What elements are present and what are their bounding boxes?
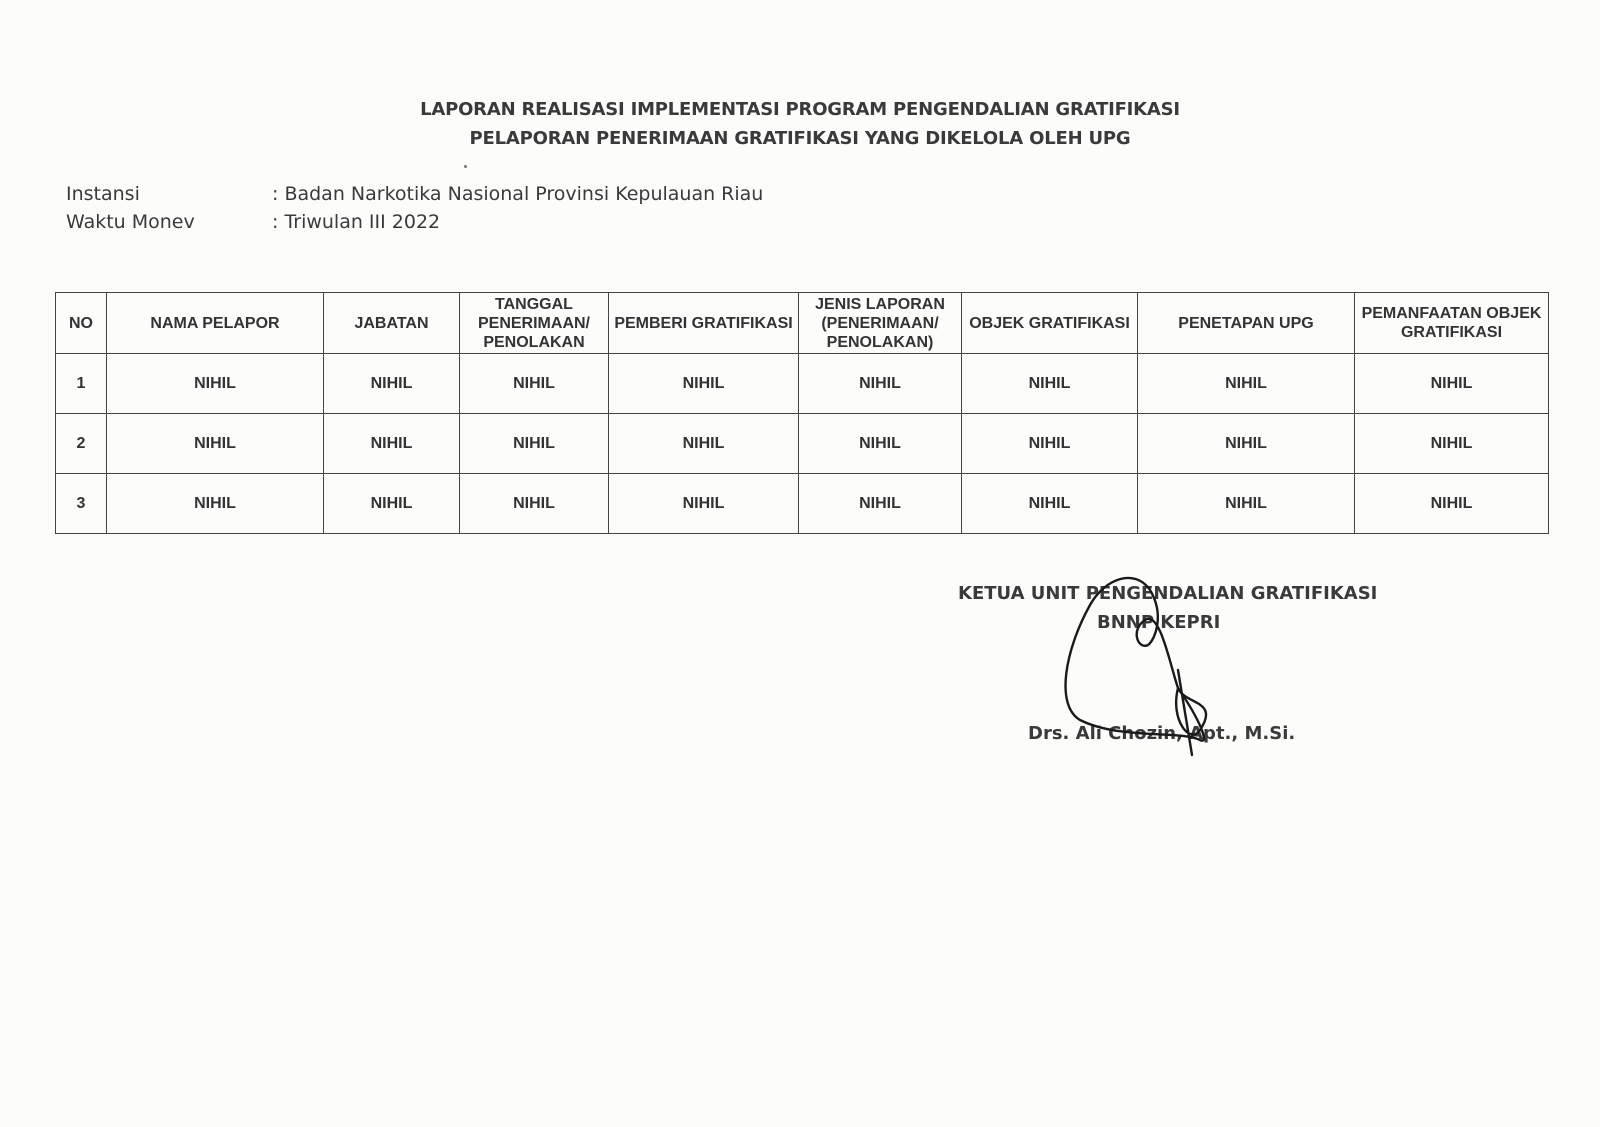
cell-tanggal: NIHIL	[460, 474, 609, 534]
waktu-label: Waktu Monev	[66, 211, 195, 233]
cell-objek: NIHIL	[962, 474, 1138, 534]
header-no: NO	[56, 293, 107, 354]
cell-tanggal: NIHIL	[460, 414, 609, 474]
signatory-org: BNNP KEPRI	[1097, 612, 1221, 633]
instansi-label: Instansi	[66, 183, 140, 205]
cell-penetapan: NIHIL	[1138, 414, 1355, 474]
cell-no: 1	[56, 354, 107, 414]
header-penetapan: PENETAPAN UPG	[1138, 293, 1355, 354]
handwritten-signature	[1060, 570, 1240, 760]
cell-objek: NIHIL	[962, 414, 1138, 474]
report-table	[55, 292, 1549, 534]
header-tanggal: TANGGAL PENERIMAAN/ PENOLAKAN	[460, 293, 609, 354]
header-jenis-laporan: JENIS LAPORAN (PENERIMAAN/ PENOLAKAN)	[799, 293, 962, 354]
report-subtitle: PELAPORAN PENERIMAAN GRATIFIKASI YANG DIKELOLA OLEH UPG	[469, 128, 1131, 149]
cell-jenis-laporan: NIHIL	[799, 414, 962, 474]
cell-jabatan: NIHIL	[324, 474, 460, 534]
cell-jenis-laporan: NIHIL	[799, 354, 962, 414]
cell-pemberi: NIHIL	[609, 354, 799, 414]
scan-speck	[464, 165, 467, 168]
cell-jenis-laporan: NIHIL	[799, 474, 962, 534]
cell-objek: NIHIL	[962, 354, 1138, 414]
report-title: LAPORAN REALISASI IMPLEMENTASI PROGRAM PENGENDALIAN GRATIFIKASI	[420, 99, 1180, 120]
table-row	[56, 354, 1549, 414]
header-nama-pelapor: NAMA PELAPOR	[107, 293, 324, 354]
cell-pemanfaatan: NIHIL	[1355, 354, 1549, 414]
cell-no: 3	[56, 474, 107, 534]
meta-instansi	[66, 183, 763, 205]
header-objek: OBJEK GRATIFIKASI	[962, 293, 1138, 354]
cell-penetapan: NIHIL	[1138, 474, 1355, 534]
cell-penetapan: NIHIL	[1138, 354, 1355, 414]
meta-waktu	[66, 211, 440, 233]
cell-nama-pelapor: NIHIL	[107, 354, 324, 414]
signatory-title: KETUA UNIT PENGENDALIAN GRATIFIKASI	[958, 583, 1378, 604]
cell-no: 2	[56, 414, 107, 474]
signatory-name: Drs. Ali Chozin, Apt., M.Si.	[1028, 723, 1296, 744]
cell-pemberi: NIHIL	[609, 474, 799, 534]
cell-nama-pelapor: NIHIL	[107, 414, 324, 474]
cell-nama-pelapor: NIHIL	[107, 474, 324, 534]
table-header-row	[56, 293, 1549, 354]
table-row	[56, 414, 1549, 474]
header-jabatan: JABATAN	[324, 293, 460, 354]
cell-pemberi: NIHIL	[609, 414, 799, 474]
waktu-value: : Triwulan III 2022	[272, 211, 441, 233]
header-pemanfaatan: PEMANFAATAN OBJEK GRATIFIKASI	[1355, 293, 1549, 354]
cell-pemanfaatan: NIHIL	[1355, 414, 1549, 474]
cell-jabatan: NIHIL	[324, 354, 460, 414]
instansi-value: : Badan Narkotika Nasional Provinsi Kepulauan Riau	[272, 183, 764, 205]
table-row	[56, 474, 1549, 534]
cell-jabatan: NIHIL	[324, 414, 460, 474]
header-pemberi: PEMBERI GRATIFIKASI	[609, 293, 799, 354]
cell-pemanfaatan: NIHIL	[1355, 474, 1549, 534]
cell-tanggal: NIHIL	[460, 354, 609, 414]
